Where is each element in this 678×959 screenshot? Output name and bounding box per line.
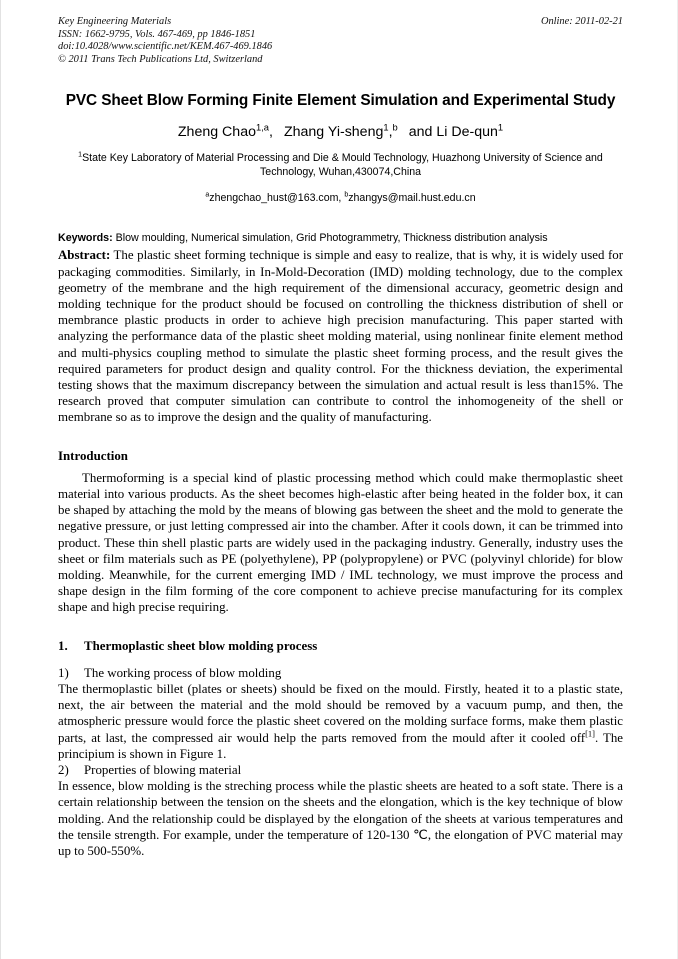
author-email-marker: b <box>392 122 398 133</box>
affiliation-text: State Key Laboratory of Material Processing and Die & Mould Technology, Huazhong University of Science and Technology, Wuhan,430074,China <box>82 151 603 179</box>
section-1-item-1-text <box>58 681 623 762</box>
author-entry <box>409 124 503 140</box>
section-1-item-1-heading <box>58 665 623 681</box>
keywords-block <box>58 231 623 245</box>
item-2-title: Properties of blowing material <box>84 763 242 778</box>
author-affiliation-marker: 1 <box>383 122 389 133</box>
journal-doi-line: doi:10.4028/www.scientific.net/KEM.467-469.1846 <box>58 41 273 53</box>
author-affiliation-marker: 1 <box>497 122 504 133</box>
abstract-text: The plastic sheet forming technique is simple and easy to realize, that is why, it is widely used for packaging commodities. Similarly, in In-Mold-Decoration (IMD) molding technology, due to the complex geometry of the membrane and the high requirement of the dimensional accuracy, geometric design and molding technique for the product should be focused on controlling the thickness distribution of shell or membrance plastic products in order to achieve high precision manufacturing. This paper started with analyzing the performance data of the plastic sheet molding material, using nonlinear finite element method and multi-physics coupling method to simulate the plastic sheet forming process, and the result gives the required parameters for product design and quality control. For the thickness deviation, the experimental testing shows that the maximum discrepancy between the simulation and actual result is less than15%. The research proved that computer simulation can contribute to control the inhomogeneity of the shell or membrane so as to improve the design and the quality of manufacturing. <box>58 248 623 425</box>
item-1-number: 1) <box>58 665 69 680</box>
paper-title: PVC Sheet Blow Forming Finite Element Simulation and Experimental Study <box>65 92 616 110</box>
journal-header <box>58 16 623 66</box>
section-1-number: 1. <box>58 638 68 653</box>
keywords-text: Blow moulding, Numerical simulation, Grid Photogrammetry, Thickness distribution analysis <box>112 232 548 245</box>
author-separator: , <box>269 123 273 140</box>
section-1-item-2-heading <box>58 762 623 778</box>
journal-copyright-line: © 2011 Trans Tech Publications Ltd, Switzerland <box>58 53 263 65</box>
author-email-marker: a <box>263 122 270 133</box>
item-1-text-after-citation: . The principium is shown in Figure 1. <box>58 730 623 761</box>
email-marker-a: a <box>205 191 210 199</box>
online-date: Online: 2011-02-21 <box>540 16 623 27</box>
item-1-text-before-citation: The thermoplastic billet (plates or sheets) should be fixed on the mould. Firstly, heated it to a plastic state, next, the air between the material and the mold should be removed by a vacuum pump, and then, the atmospheric pressure would force the plastic sheet covered on the molding surface forms, make them plastic parts, at last, the compressed air would help the parts removed from the mould after it cooled off <box>58 682 623 745</box>
introduction-paragraph: Thermoforming is a special kind of plastic processing method which could make thermoplastic sheet material into various products. As the sheet becomes high-elastic after being heated in the folder box, it can be shaped by attaching the mold by the means of blowing gas between the sheet and the mold to generate the negative pressure, or just letting compressed air into the chamber. After it cools down, it can be trimmed into product. These thin shell plastic parts are widely used in the packaging industry. Generally, industry uses the sheet or film materials such as PE (polyethylene), PP (polypropylene) or PVC (polyvinyl chloride) for blow molding. Meanwhile, for the current emerging IMD / IML technology, we must improve the process and shape design in the film forming of the core component to achieve precise manufacturing for its complex shape and high precise requiring. <box>58 470 623 615</box>
author-emails <box>58 191 623 205</box>
section-1-heading <box>58 638 623 654</box>
email-address-a: zhengchao_hust@163.com, <box>209 191 342 204</box>
author-entry <box>284 124 398 140</box>
author-affiliation-marker: 1, <box>255 122 264 133</box>
affiliation-marker: 1 <box>78 151 83 159</box>
email-marker-b: b <box>344 191 349 199</box>
abstract-label: Abstract: <box>58 248 111 263</box>
keywords-label: Keywords: <box>58 232 113 245</box>
item-1-title: The working process of blow molding <box>84 665 282 680</box>
author-entry <box>178 124 273 140</box>
email-address-b: zhangys@mail.hust.edu.cn <box>348 191 476 204</box>
page-content <box>58 16 623 859</box>
author-name: Zheng Chao <box>177 123 256 140</box>
section-1-title: Thermoplastic sheet blow molding process <box>84 638 318 653</box>
author-separator: , <box>388 123 393 140</box>
citation-reference: [1] <box>585 728 595 739</box>
author-name: and Li De-qun <box>408 123 498 140</box>
journal-issn-line: ISSN: 1662-9795, Vols. 467-469, pp 1846-1851 <box>58 28 256 40</box>
author-list <box>58 123 623 141</box>
section-1-item-2-text: In essence, blow molding is the streching process while the plastic sheets are heated to a soft state. There is a certain relationship between the tension on the sheets and the elongation, which is the key technique of blow molding. And the relationship could be displayed by the elongation of the sheets at various temperatures and the tensile strength. For example, under the temperature of 120-130 ℃, the elongation of PVC material may up to 500-550%. <box>58 779 623 859</box>
author-name: Zhang Yi-sheng <box>283 123 384 140</box>
item-2-number: 2) <box>58 763 69 778</box>
abstract-block <box>58 247 623 425</box>
affiliation <box>58 151 623 180</box>
introduction-heading: Introduction <box>58 448 128 463</box>
journal-name: Key Engineering Materials <box>58 16 172 27</box>
